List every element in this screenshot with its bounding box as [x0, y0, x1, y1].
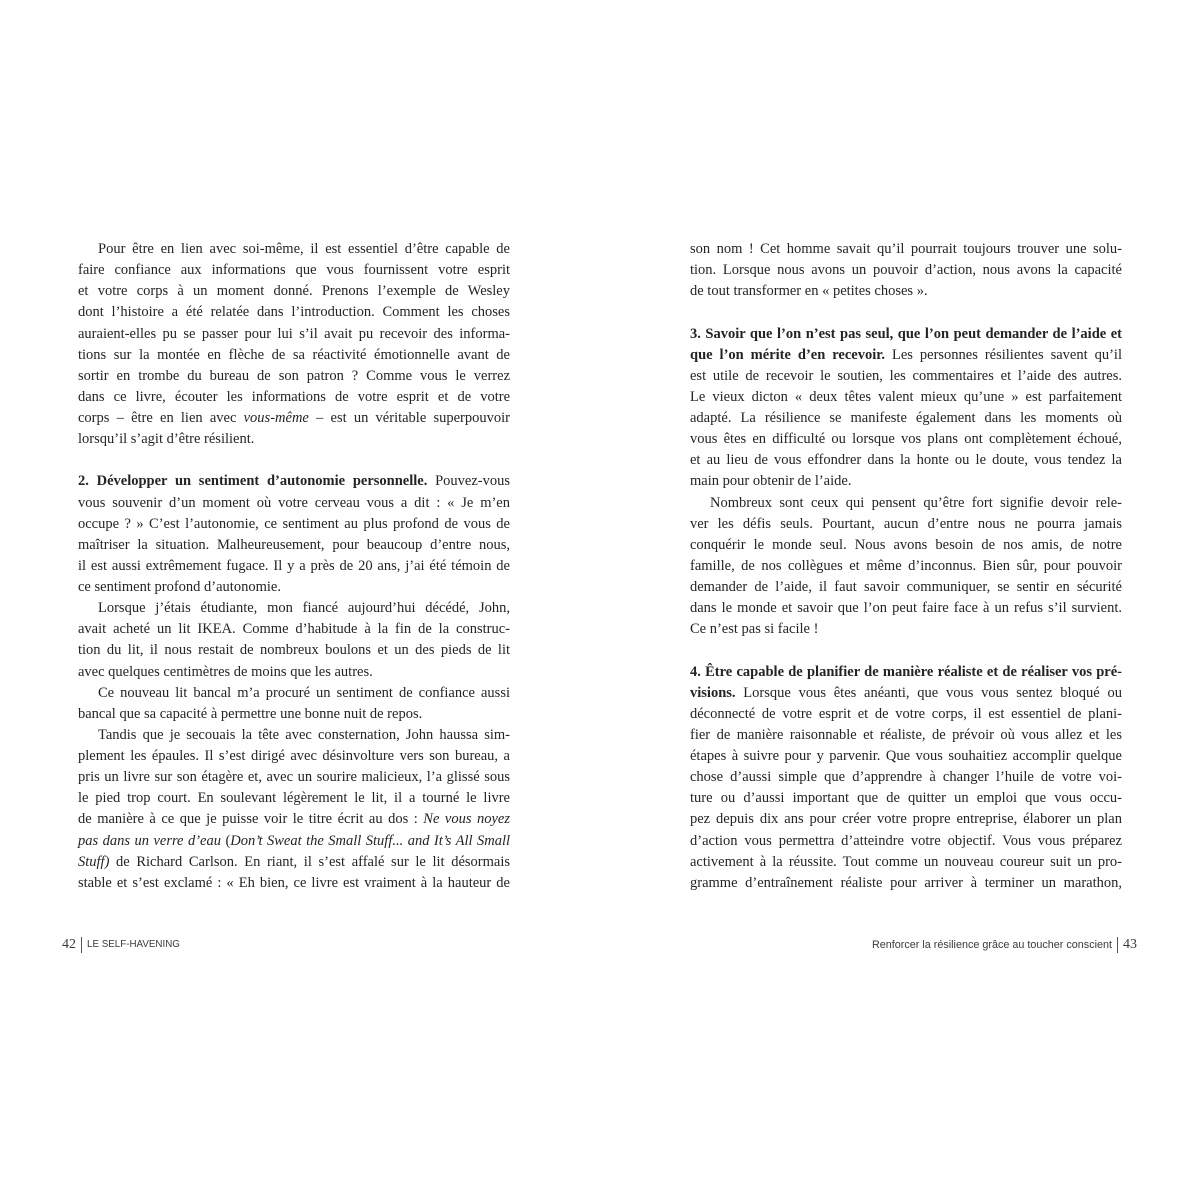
italic-text: Ne vous noyez	[423, 811, 511, 828]
line-text: main pour obtenir de l’aide.	[690, 473, 852, 490]
text-line	[78, 788, 510, 809]
line-text: étapes à suivre pour y parvenir. Que vous souhaitiez accomplir quelque	[690, 748, 1122, 764]
text-line	[690, 471, 1122, 492]
right-page-text	[690, 239, 1122, 894]
paragraph	[78, 598, 510, 683]
paragraph	[78, 239, 510, 450]
line-text: tion du lit, il nous restait de nombreux boulons et un des pieds de lit	[78, 642, 510, 659]
line-text: Ce nouveau lit bancal m’a procuré un sentiment de confiance aussi	[98, 684, 510, 701]
line-text	[78, 410, 510, 426]
paragraph	[690, 239, 1122, 302]
line-text: Pour être en lien avec soi-même, il est essentiel d’être capable de	[98, 241, 510, 257]
text-line	[690, 767, 1122, 788]
line-text	[78, 811, 510, 827]
page-number: 43	[1123, 937, 1137, 952]
footer-separator	[1117, 937, 1118, 953]
text-line	[690, 493, 1122, 514]
text-line	[78, 302, 510, 323]
running-head: Renforcer la résilience grâce au toucher conscient	[871, 939, 1112, 951]
paragraph	[78, 725, 510, 894]
text-run: (	[220, 832, 231, 849]
text-line	[690, 260, 1122, 281]
line-text: déconnecté de votre esprit et de votre corps, il est essentiel de plani-	[690, 705, 1122, 722]
text-line	[690, 852, 1122, 873]
line-text	[690, 326, 1122, 342]
footer-separator	[81, 937, 82, 953]
line-text: pez depuis dix ans pour créer votre propre entreprise, élaborer un plan	[690, 811, 1122, 828]
text-line	[78, 767, 510, 788]
text-line	[78, 809, 510, 830]
text-line	[78, 704, 510, 725]
line-text: bancal que sa capacité à permettre une bonne nuit de repos.	[78, 705, 423, 722]
text-line	[690, 873, 1122, 894]
text-line	[78, 366, 510, 387]
line-text	[78, 833, 510, 849]
line-text	[78, 854, 510, 870]
line-text: de tout transformer en « petites choses ».	[690, 283, 928, 300]
line-text: le pied trop court. En soulevant légèrement le lit, il a tourné le livre	[78, 790, 510, 807]
line-text: et au lieu de vous effondrer dans la honte ou le doute, vous tendez la	[690, 452, 1122, 469]
page-number: 42	[62, 937, 76, 952]
italic-text: Stuff)	[78, 853, 110, 870]
text-line	[78, 852, 510, 873]
line-text: et votre corps à un moment donné. Prenons l’exemple de Wesley	[78, 283, 510, 300]
line-text: il est aussi extrêmement fugace. Il y a près de 20 ans, j’ai été témoin de	[78, 557, 510, 574]
line-text: Ce n’est pas si facile !	[690, 621, 819, 638]
bold-point-title: 4. Être capable de planifier de manière réaliste et de réaliser vos pré-	[690, 663, 1122, 680]
line-text: dans le monde et savoir que l’on peut faire face à un refus s’il survient.	[690, 600, 1122, 617]
text-line	[690, 662, 1122, 683]
text-line	[78, 345, 510, 366]
italic-text: vous-même	[243, 410, 309, 426]
text-line	[78, 387, 510, 408]
line-text: est utile de recevoir le soutien, les commentaires et l’aide des autres.	[690, 367, 1122, 384]
text-line	[690, 345, 1122, 366]
line-text: vous souvenir d’un moment où votre cerveau vous a dit : « Je m’en	[78, 494, 510, 511]
text-run: Pouvez-vous	[427, 473, 510, 490]
line-text: Nombreux sont ceux qui pensent qu’être fort signifie devoir rele-	[710, 494, 1122, 511]
text-line	[690, 387, 1122, 408]
text-line	[78, 662, 510, 683]
italic-text: Don’t Sweat the Small Stuff... and It’s All Small	[230, 832, 510, 849]
text-line	[78, 471, 510, 492]
text-run: – est un véritable superpouvoir	[308, 410, 510, 426]
line-text: chose d’aussi simple que d’apprendre à changer l’huile de votre voi-	[690, 769, 1122, 786]
line-text	[690, 664, 1122, 680]
text-line	[690, 514, 1122, 535]
text-line	[690, 324, 1122, 345]
text-run: de manière à ce que je puisse voir le titre écrit au dos :	[78, 811, 424, 828]
line-text: Le vieux dicton « deux têtes valent mieux qu’une » est parfaitement	[690, 388, 1122, 405]
text-line	[78, 281, 510, 302]
text-line	[690, 535, 1122, 556]
line-text: adapté. La résilience se manifeste également dans les moments où	[690, 410, 1122, 426]
line-text	[690, 347, 1122, 363]
line-text: Lorsque j’étais étudiante, mon fiancé aujourd’hui décédé, John,	[98, 600, 510, 617]
line-text: demander de l’aide, il faut savoir communiquer, se sentir en sécurité	[690, 579, 1122, 595]
text-line	[78, 239, 510, 260]
line-text: lorsqu’il s’agit d’être résilient.	[78, 431, 255, 448]
line-text: tion. Lorsque nous avons un pouvoir d’action, nous avons la capacité	[690, 262, 1122, 279]
text-line	[690, 556, 1122, 577]
bold-point-title: visions.	[690, 684, 736, 701]
right-page-footer	[872, 936, 1137, 954]
line-text: tions sur la montée en flèche de sa réactivité émotionnelle avant de	[78, 346, 510, 363]
line-text: auraient-elles pu se passer pour lui s’il avait pu recevoir des informa-	[78, 325, 510, 342]
line-text: vous êtes en difficulté ou lorsque vos plans ont complètement échoué,	[690, 431, 1122, 448]
line-text: Tandis que je secouais la tête avec consternation, John haussa sim-	[98, 726, 510, 743]
text-line	[78, 598, 510, 619]
numbered-point-paragraph	[78, 471, 510, 598]
line-text: d’action vous permettra d’atteindre votre objectif. Vous vous préparez	[690, 832, 1122, 849]
text-line	[690, 619, 1122, 640]
left-page-text	[78, 239, 510, 894]
line-text	[78, 473, 510, 489]
text-line	[78, 640, 510, 661]
text-line	[690, 788, 1122, 809]
line-text: avec quelques centimètres de moins que les autres.	[78, 663, 373, 680]
text-line	[78, 514, 510, 535]
line-text: ver les défis seuls. Pourtant, aucun d’entre nous ne pourra jamais	[690, 515, 1122, 532]
line-text: dont l’histoire a été relatée dans l’introduction. Comment les choses	[78, 304, 510, 321]
text-line	[690, 704, 1122, 725]
line-text: faire confiance aux informations que vous fournissent votre esprit	[78, 262, 510, 279]
line-text: fier de manière raisonnable et réaliste, de prévoir où vous allez et les	[690, 726, 1122, 743]
line-text: pris un livre sur son étagère et, avec un sourire malicieux, l’a glissé sous	[78, 769, 510, 786]
line-text	[690, 685, 1122, 701]
numbered-point-paragraph	[690, 324, 1122, 493]
line-text: ture ou d’aussi important que de quitter un emploi que vous occu-	[690, 790, 1122, 807]
text-line	[78, 831, 510, 852]
left-page-footer	[62, 936, 180, 954]
line-text: son nom ! Cet homme savait qu’il pourrait toujours trouver une solu-	[690, 241, 1122, 257]
text-line	[690, 809, 1122, 830]
line-text: dans ce livre, écouter les informations de votre esprit et de votre	[78, 388, 510, 405]
text-run: Les personnes résilientes savent qu’il	[885, 346, 1122, 363]
text-line	[78, 260, 510, 281]
bold-point-title: que l’on mérite d’en recevoir.	[690, 346, 885, 363]
text-line	[690, 746, 1122, 767]
text-line	[690, 683, 1122, 704]
line-text: famille, de nos collègues et même d’inconnus. Bien sûr, pour pouvoir	[690, 557, 1122, 574]
text-line	[690, 831, 1122, 852]
text-line	[690, 429, 1122, 450]
line-text: occupe ? » C’est l’autonomie, ce sentiment au plus profond de vous de	[78, 515, 510, 532]
line-text: avait acheté un lit IKEA. Comme d’habitude à la fin de la construc-	[78, 621, 510, 638]
text-line	[78, 873, 510, 894]
bold-point-title: 3. Savoir que l’on n’est pas seul, que l’on peut demander de l’aide et	[690, 325, 1122, 342]
text-line	[78, 746, 510, 767]
text-line	[690, 366, 1122, 387]
line-text: maîtriser la situation. Malheureusement, pour beaucoup d’entre nous,	[78, 536, 510, 553]
line-text: sortir en trombe du bureau de son patron ? Comme vous le verrez	[78, 367, 510, 384]
line-text: conquérir le monde seul. Nous avons besoin de nos amis, de notre	[690, 536, 1122, 553]
text-line	[690, 281, 1122, 302]
text-line	[690, 239, 1122, 260]
text-line	[690, 577, 1122, 598]
text-line	[78, 408, 510, 429]
text-run: corps – être en lien avec	[78, 410, 244, 426]
bold-point-title: 2. Développer un sentiment d’autonomie personnelle.	[78, 473, 428, 490]
text-line	[78, 324, 510, 345]
line-text: ce sentiment profond d’autonomie.	[78, 579, 281, 595]
paragraph	[78, 683, 510, 725]
text-run: de Richard Carlson. En riant, il s’est affalé sur le lit désormais	[109, 853, 510, 870]
text-line	[78, 683, 510, 704]
text-line	[78, 493, 510, 514]
running-head: LE SELF-HAVENING	[87, 939, 180, 950]
text-line	[78, 429, 510, 450]
text-line	[78, 535, 510, 556]
numbered-point-paragraph	[690, 662, 1122, 894]
text-line	[690, 725, 1122, 746]
text-line	[78, 619, 510, 640]
text-line	[690, 598, 1122, 619]
line-text: activement à la réussite. Tout comme un nouveau coureur suit un pro-	[690, 853, 1122, 870]
text-line	[78, 725, 510, 746]
text-line	[78, 556, 510, 577]
text-line	[78, 577, 510, 598]
line-text: plement les épaules. Il s’est dirigé avec désinvolture vers son bureau, a	[78, 748, 510, 764]
text-run: Lorsque vous êtes anéanti, que vous vous sentez bloqué ou	[735, 684, 1122, 701]
line-text: gramme d’entraînement réaliste pour arriver à terminer un marathon,	[690, 874, 1122, 891]
line-text: stable et s’est exclamé : « Eh bien, ce livre est vraiment à la hauteur de	[78, 874, 510, 891]
text-line	[690, 408, 1122, 429]
text-line	[690, 450, 1122, 471]
paragraph	[690, 493, 1122, 641]
italic-text: pas dans un verre d’eau	[78, 832, 221, 849]
